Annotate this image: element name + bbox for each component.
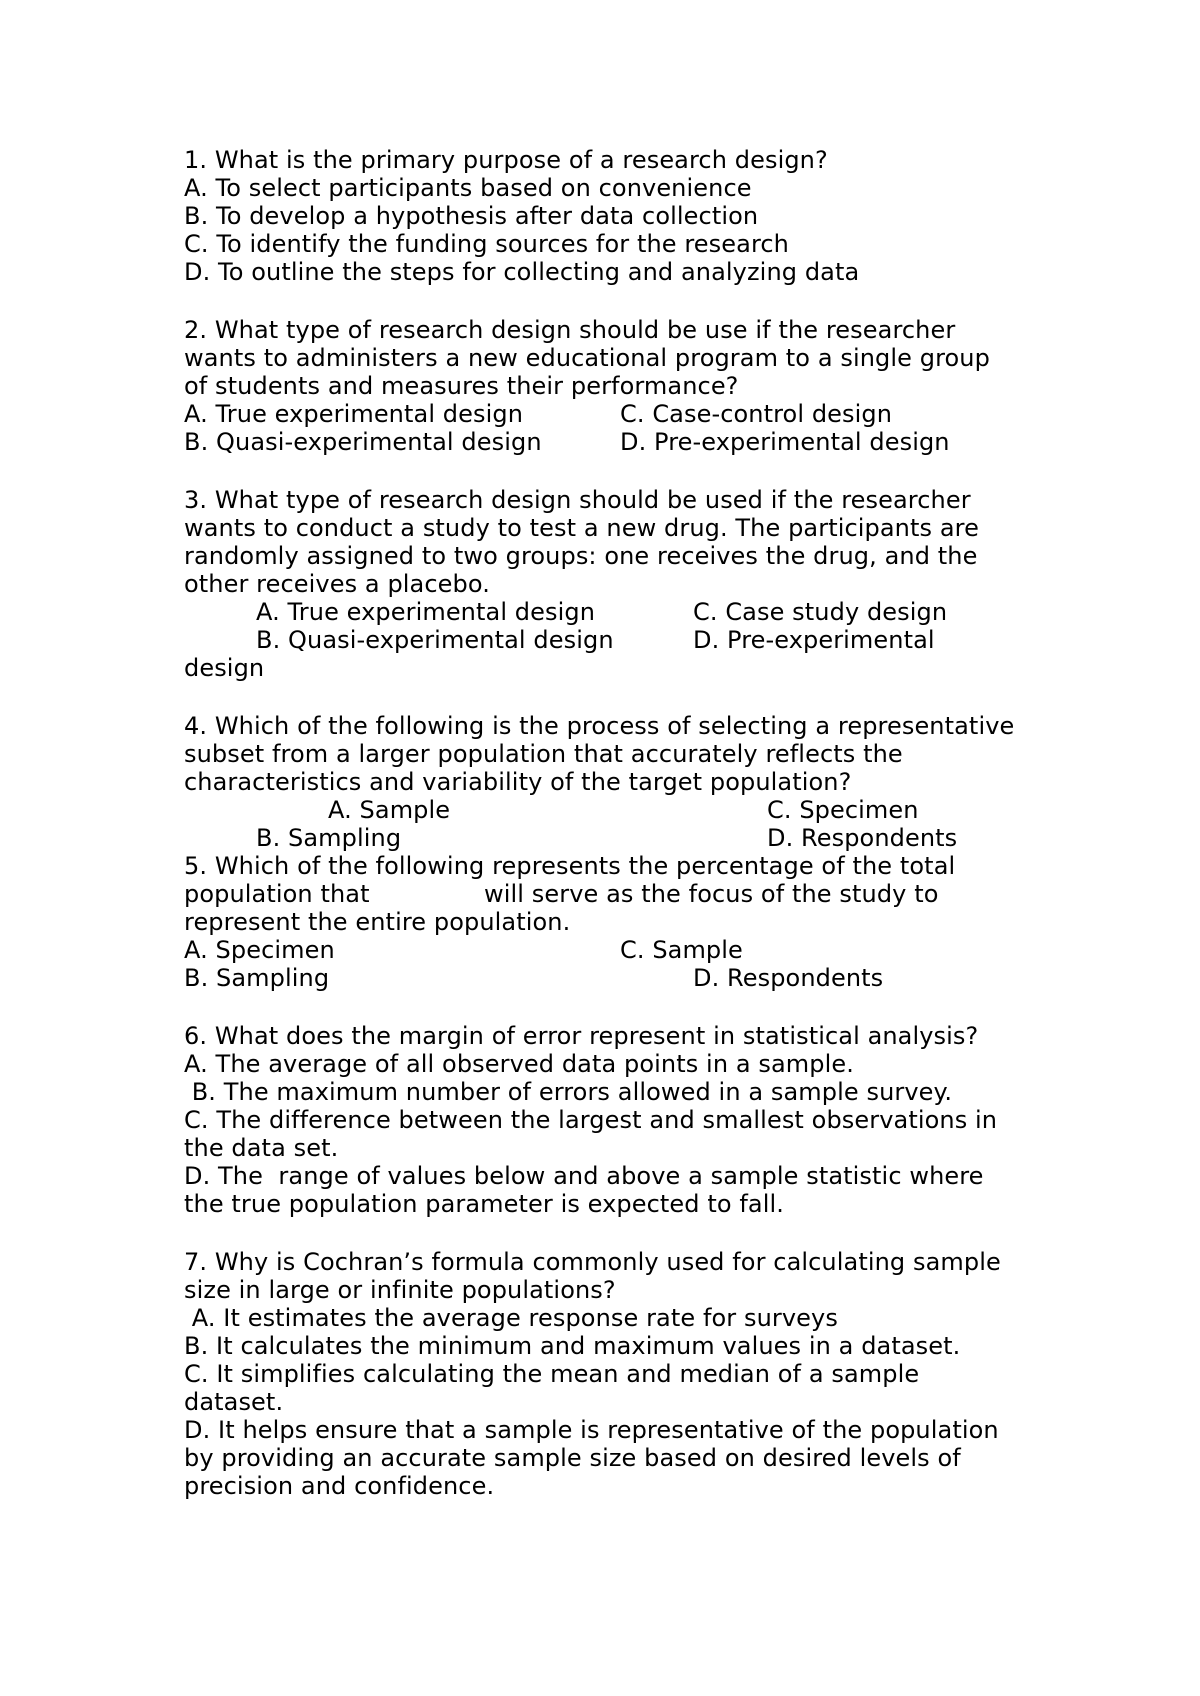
q7-option-d-continued-2: precision and confidence. <box>184 1472 495 1500</box>
q7-option-d-continued-1: by providing an accurate sample size based on desired levels of <box>184 1444 961 1472</box>
q3-text-line-2: wants to conduct a study to test a new drug. The participants are <box>184 514 979 542</box>
q7-option-a: A. It estimates the average response rate for surveys <box>184 1304 838 1332</box>
q5-text-line-2b: will serve as the focus of the study to <box>484 880 939 908</box>
q5-text-line-1: 5. Which of the following represents the percentage of the total <box>184 852 956 880</box>
q2-option-d: D. Pre-experimental design <box>620 428 950 456</box>
q3-option-d: D. Pre-experimental <box>693 626 935 654</box>
q2-text-line-1: 2. What type of research design should be use if the researcher <box>184 316 956 344</box>
q6-text: 6. What does the margin of error represent in statistical analysis? <box>184 1022 979 1050</box>
q5-text-line-3: represent the entire population. <box>184 908 571 936</box>
q4-option-c: C. Specimen <box>767 796 919 824</box>
q4-text-line-3: characteristics and variability of the target population? <box>184 768 852 796</box>
q3-option-d-continued: design <box>184 654 265 682</box>
q5-option-a: A. Specimen <box>184 936 335 964</box>
q6-option-d: D. The range of values below and above a sample statistic where <box>184 1162 984 1190</box>
q7-option-c: C. It simplifies calculating the mean and median of a sample <box>184 1360 920 1388</box>
q1-option-d: D. To outline the steps for collecting and analyzing data <box>184 258 860 286</box>
q4-option-a: A. Sample <box>328 796 451 824</box>
q3-option-b: B. Quasi-experimental design <box>256 626 614 654</box>
q5-text-line-2a: population that <box>184 880 370 908</box>
q2-option-c: C. Case-control design <box>620 400 893 428</box>
q6-option-b: B. The maximum number of errors allowed in a sample survey. <box>184 1078 953 1106</box>
q7-option-b: B. It calculates the minimum and maximum values in a dataset. <box>184 1332 961 1360</box>
q6-option-a: A. The average of all observed data points in a sample. <box>184 1050 854 1078</box>
q1-option-a: A. To select participants based on convenience <box>184 174 752 202</box>
q6-option-c: C. The difference between the largest and smallest observations in <box>184 1106 998 1134</box>
q7-option-c-continued: dataset. <box>184 1388 284 1416</box>
q4-option-d: D. Respondents <box>767 824 958 852</box>
q6-option-d-continued: the true population parameter is expected to fall. <box>184 1190 784 1218</box>
q2-text-line-3: of students and measures their performance? <box>184 372 739 400</box>
q2-option-b: B. Quasi-experimental design <box>184 428 542 456</box>
q1-option-b: B. To develop a hypothesis after data collection <box>184 202 759 230</box>
q5-option-d: D. Respondents <box>693 964 884 992</box>
q1-text: 1. What is the primary purpose of a research design? <box>184 146 828 174</box>
q2-option-a: A. True experimental design <box>184 400 524 428</box>
q4-text-line-1: 4. Which of the following is the process of selecting a representative <box>184 712 1015 740</box>
q4-text-line-2: subset from a larger population that accurately reflects the <box>184 740 903 768</box>
q3-text-line-3: randomly assigned to two groups: one receives the drug, and the <box>184 542 978 570</box>
q5-option-b: B. Sampling <box>184 964 330 992</box>
q7-option-d: D. It helps ensure that a sample is representative of the population <box>184 1416 999 1444</box>
q3-option-c: C. Case study design <box>693 598 948 626</box>
q6-option-c-continued: the data set. <box>184 1134 339 1162</box>
q1-option-c: C. To identify the funding sources for the research <box>184 230 789 258</box>
q4-option-b: B. Sampling <box>256 824 402 852</box>
q3-option-a: A. True experimental design <box>256 598 596 626</box>
q5-option-c: C. Sample <box>620 936 743 964</box>
q7-text-line-1: 7. Why is Cochran’s formula commonly used for calculating sample <box>184 1248 1001 1276</box>
q3-text-line-4: other receives a placebo. <box>184 570 490 598</box>
q3-text-line-1: 3. What type of research design should be used if the researcher <box>184 486 971 514</box>
q7-text-line-2: size in large or infinite populations? <box>184 1276 616 1304</box>
q2-text-line-2: wants to administers a new educational program to a single group <box>184 344 990 372</box>
